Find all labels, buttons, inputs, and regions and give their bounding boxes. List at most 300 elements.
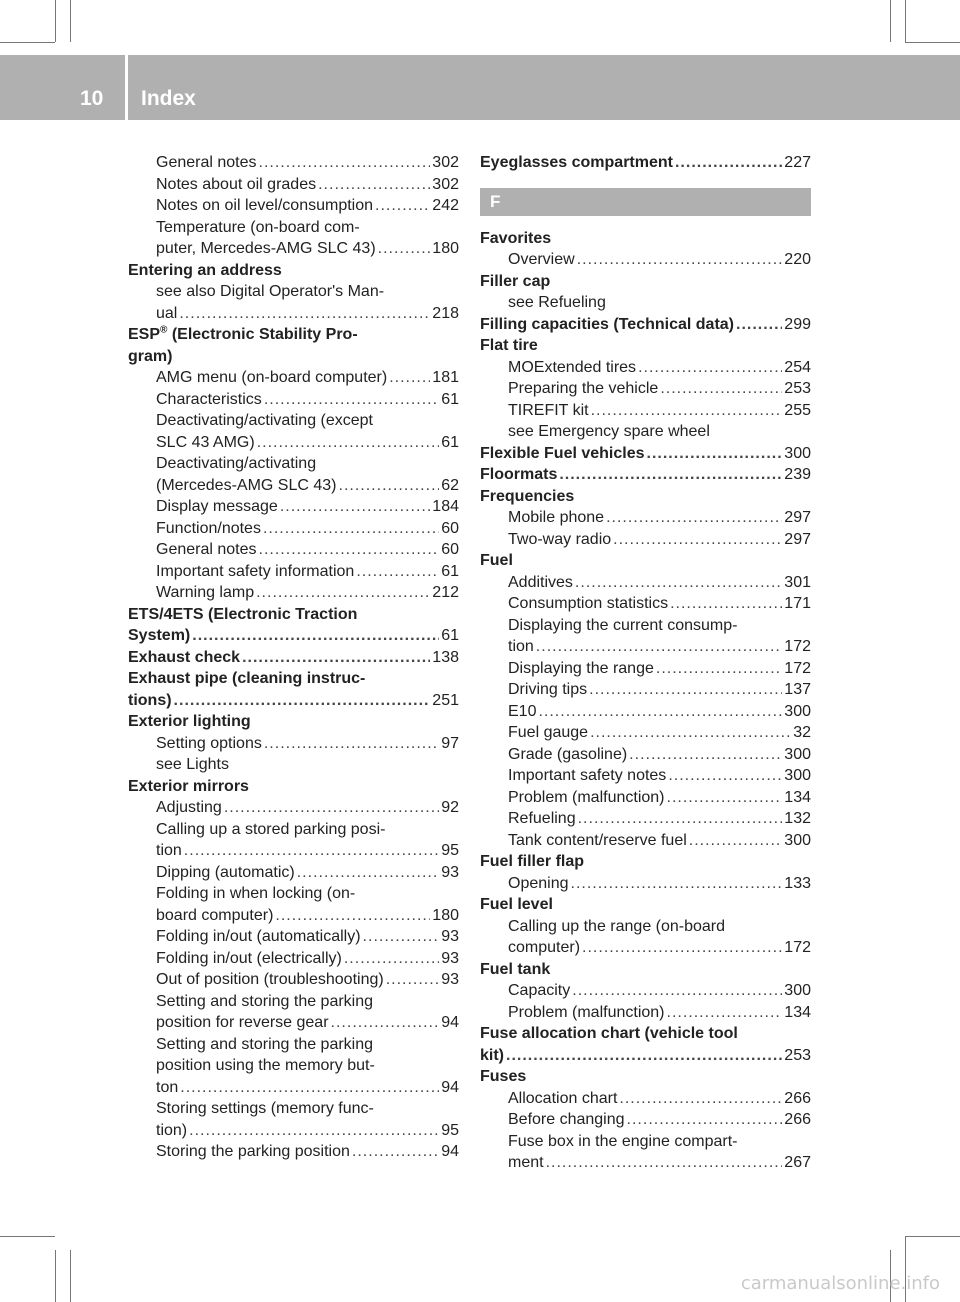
page-reference: 297 (784, 509, 811, 526)
index-entry (480, 1066, 811, 1088)
page-reference: 181 (432, 369, 459, 386)
page-reference: 60 (441, 541, 459, 558)
index-subentry (128, 1077, 459, 1099)
entry-text (156, 905, 273, 927)
index-subentry (128, 152, 459, 174)
entry-text (156, 195, 373, 217)
index-subentry (128, 862, 459, 884)
entry-text (508, 873, 569, 895)
index-subentry (128, 496, 459, 518)
index-subentry (128, 840, 459, 862)
index-subentry (128, 1141, 459, 1163)
leader-dots (356, 561, 439, 583)
leader-dots (667, 787, 783, 809)
entry-text (480, 1045, 504, 1067)
leader-dots (627, 1109, 783, 1131)
page-reference: 227 (784, 154, 811, 171)
entry-label: General notes (156, 154, 257, 171)
leader-dots (387, 819, 457, 841)
leader-dots (606, 507, 782, 529)
entry-label: ment (508, 1154, 544, 1171)
page-reference: 137 (784, 681, 811, 698)
entry-text (156, 238, 376, 260)
entry-label: Entering an address (128, 261, 282, 279)
entry-text (508, 787, 665, 809)
entry-label: MOExtended tires (508, 358, 637, 376)
entry-text (508, 378, 658, 400)
entry-text (508, 615, 737, 637)
entry-label: computer) (508, 939, 581, 956)
index-entry (480, 335, 811, 357)
entry-label: Flat tire (480, 337, 538, 354)
page-reference: 95 (441, 1121, 459, 1139)
entry-label: AMG menu (on-board computer) (156, 369, 388, 386)
leader-dots (280, 496, 430, 518)
page-reference: 297 (784, 530, 811, 548)
leader-dots (257, 432, 440, 454)
leader-dots (174, 690, 431, 712)
index-subentry (480, 507, 811, 529)
entry-text (480, 464, 557, 486)
entry-label: tions) (128, 691, 172, 709)
entry-label: Dipping (automatic) (156, 863, 295, 881)
index-subentry (480, 378, 811, 400)
index-subentry (128, 1098, 459, 1120)
entry-label: Characteristics (156, 390, 262, 408)
entry-label: board computer) (156, 906, 274, 924)
entry-text (508, 636, 534, 658)
entry-text (128, 776, 249, 798)
leader-dots (376, 1098, 457, 1120)
entry-text (480, 959, 550, 981)
index-entry (480, 959, 811, 981)
entry-label: Filling capacities (Technical data) (480, 315, 734, 333)
leader-dots (647, 443, 783, 465)
leader-dots (608, 292, 809, 314)
leader-dots (575, 572, 782, 594)
index-entry (128, 647, 459, 669)
entry-label: Folding in/out (electrically) (156, 949, 342, 967)
leader-dots (727, 916, 809, 938)
index-entry (128, 690, 459, 712)
page-reference: 239 (784, 466, 811, 483)
entry-text (156, 217, 360, 239)
leader-dots (386, 281, 457, 303)
page-reference: 94 (441, 1143, 459, 1160)
index-subentry (128, 281, 459, 303)
entry-label: ESP (128, 326, 161, 343)
entry-text (156, 819, 385, 841)
leader-dots (629, 744, 782, 766)
entry-label: Mobile phone (508, 509, 605, 526)
entry-label: Storing the parking position (156, 1143, 350, 1160)
entry-label: Storing settings (memory func- (156, 1100, 374, 1117)
leader-dots (590, 722, 791, 744)
entry-label: TIREFIT kit (508, 401, 589, 419)
entry-label-suffix: (Electronic Stability Pro- (167, 326, 358, 343)
page-reference: 138 (432, 648, 459, 666)
index-subentry (480, 292, 811, 314)
page-reference: 60 (441, 519, 459, 537)
crop-mark-bottom-left-v2 (70, 1250, 71, 1302)
leader-dots (359, 604, 457, 626)
index-subentry (128, 582, 459, 604)
entry-text (156, 539, 257, 561)
entry-text (480, 271, 550, 293)
page-reference: 300 (784, 767, 811, 784)
index-subentry (480, 916, 811, 938)
entry-text (156, 561, 354, 583)
leader-dots (540, 335, 809, 357)
index-entry (480, 550, 811, 572)
leader-dots (264, 733, 439, 755)
index-subentry (128, 948, 459, 970)
leader-dots (189, 1120, 439, 1142)
entry-label: Two-way radio (508, 530, 612, 548)
entry-text (128, 647, 240, 669)
index-subentry (128, 389, 459, 411)
index-subentry (128, 195, 459, 217)
index-subentry (480, 701, 811, 723)
entry-text (156, 281, 384, 303)
index-subentry (480, 1152, 811, 1174)
leader-dots (339, 475, 440, 497)
entry-text (508, 1109, 625, 1131)
entry-text (480, 152, 673, 174)
page-reference: 61 (441, 390, 459, 408)
leader-dots (712, 421, 809, 443)
page-reference: 97 (441, 734, 459, 752)
leader-dots (577, 249, 783, 271)
page-reference: 212 (432, 584, 459, 601)
leader-dots (670, 593, 782, 615)
leader-dots (344, 948, 439, 970)
index-subentry (480, 808, 811, 830)
page-reference: 254 (784, 358, 811, 376)
page-reference: 301 (784, 573, 811, 591)
entry-label: Exterior mirrors (128, 777, 249, 795)
entry-text (156, 453, 316, 475)
entry-text (128, 668, 365, 690)
entry-text (128, 260, 282, 282)
leader-dots (506, 1045, 782, 1067)
leader-dots (613, 529, 782, 551)
entry-text (156, 862, 295, 884)
entry-text (508, 679, 587, 701)
page-reference: 172 (784, 939, 811, 956)
page-reference: 132 (784, 810, 811, 827)
index-subentry (128, 1034, 459, 1056)
entry-label: Displaying the range (508, 659, 654, 677)
leader-dots (589, 679, 782, 701)
index-entry (480, 486, 811, 508)
entry-text (156, 840, 182, 862)
entry-label: see Emergency spare wheel (508, 423, 710, 440)
leader-dots (386, 969, 440, 991)
leader-dots (578, 808, 783, 830)
entry-text (508, 400, 589, 422)
entry-label: Fuel filler flap (480, 853, 585, 870)
entry-text (156, 1012, 329, 1034)
index-subentry (128, 303, 459, 325)
leader-dots (360, 324, 457, 346)
leader-dots (377, 1055, 457, 1077)
leader-dots (536, 636, 783, 658)
entry-text (508, 292, 606, 314)
entry-label: Overview (508, 251, 575, 268)
crop-mark-top-right-h (905, 42, 960, 43)
leader-dots (667, 1002, 783, 1024)
page-reference: 184 (432, 498, 459, 515)
entry-label: Fuel (480, 552, 513, 569)
entry-text (156, 1098, 374, 1120)
entry-text (128, 711, 251, 733)
entry-label: Deactivating/activating (except (156, 412, 373, 429)
entry-text (128, 690, 172, 712)
index-subentry (128, 1055, 459, 1077)
page-reference: 242 (432, 197, 459, 214)
index-subentry (128, 926, 459, 948)
entry-label: Flexible Fuel vehicles (480, 444, 645, 462)
leader-dots (559, 464, 782, 486)
entry-label: ual (156, 304, 178, 322)
index-entry (128, 668, 459, 690)
entry-text (156, 1141, 350, 1163)
index-entry (128, 346, 459, 368)
index-subentry (128, 432, 459, 454)
entry-label: Notes about oil grades (156, 175, 317, 193)
entry-label: Setting and storing the parking (156, 1035, 374, 1053)
leader-dots (259, 539, 440, 561)
entry-label: Setting and storing the parking (156, 992, 374, 1010)
leader-dots (184, 840, 439, 862)
entry-label: kit) (480, 1046, 504, 1064)
page-reference: 61 (441, 627, 459, 644)
page-reference: 302 (432, 175, 459, 193)
index-subentry (128, 561, 459, 583)
index-subentry (480, 249, 811, 271)
leader-dots (668, 765, 782, 787)
index-subentry (480, 873, 811, 895)
leader-dots (297, 862, 439, 884)
page-number: 10 (80, 87, 104, 110)
index-entry (480, 314, 811, 336)
entry-text (156, 389, 262, 411)
entry-text (156, 496, 278, 518)
page-reference: 266 (784, 1089, 811, 1107)
entry-label: Problem (malfunction) (508, 1003, 665, 1021)
leader-dots (736, 314, 782, 336)
entry-text (508, 916, 725, 938)
index-subentry (480, 658, 811, 680)
index-entry (128, 324, 459, 346)
entry-label: see Lights (156, 756, 229, 773)
entry-label: see Refueling (508, 294, 606, 311)
leader-dots (251, 776, 457, 798)
index-subentry (480, 615, 811, 637)
entry-text (156, 969, 384, 991)
entry-text (156, 1034, 373, 1056)
index-entry (128, 776, 459, 798)
page-reference: 299 (784, 315, 811, 333)
entry-text (508, 701, 536, 723)
entry-text (156, 991, 373, 1013)
entry-label: Important safety information (156, 562, 355, 580)
entry-label: Frequencies (480, 487, 575, 505)
index-subentry (480, 679, 811, 701)
page-reference: 255 (784, 401, 811, 419)
index-subentry (480, 1088, 811, 1110)
entry-text (508, 808, 576, 830)
entry-text (128, 625, 190, 647)
entry-label: Fuel tank (480, 960, 551, 978)
leader-dots (572, 980, 782, 1002)
entry-text (508, 529, 611, 551)
entry-label: position for reverse gear (156, 1014, 329, 1031)
entry-text (508, 1131, 737, 1153)
entry-label: Grade (gasoline) (508, 745, 628, 763)
index-subentry (480, 980, 811, 1002)
entry-label: Deactivating/activating (156, 455, 317, 472)
leader-dots (638, 357, 782, 379)
index-subentry (480, 744, 811, 766)
index-subentry (128, 475, 459, 497)
page-reference: 92 (441, 799, 459, 816)
entry-label: Problem (malfunction) (508, 788, 665, 806)
page-reference: 93 (441, 928, 459, 945)
index-subentry (480, 722, 811, 744)
entry-text (508, 1088, 617, 1110)
entry-text (156, 1120, 187, 1142)
leader-dots (174, 346, 457, 368)
leader-dots (675, 152, 782, 174)
index-entry (480, 1045, 811, 1067)
index-subentry (480, 1131, 811, 1153)
index-entry (480, 851, 811, 873)
page-title: Index (141, 87, 196, 110)
page-reference: 300 (784, 702, 811, 720)
entry-label: Tank content/reserve fuel (508, 831, 687, 849)
entry-label: Out of position (troubleshooting) (156, 971, 384, 988)
entry-label: Eyeglasses compartment (480, 154, 673, 171)
watermark: carmanualsonline.info (740, 1273, 940, 1294)
crop-mark-bottom-right-h (905, 1236, 960, 1237)
page-reference: 251 (432, 691, 459, 709)
index-subentry (480, 937, 811, 959)
entry-label: Refueling (508, 810, 576, 827)
entry-text (480, 314, 734, 336)
page-reference: 172 (784, 638, 811, 655)
leader-dots (740, 1023, 809, 1045)
page-reference: 253 (784, 380, 811, 397)
page-reference: 300 (784, 444, 811, 462)
entry-text (156, 152, 257, 174)
index-subentry (128, 905, 459, 927)
leader-dots (264, 389, 439, 411)
entry-label: (Mercedes-AMG SLC 43) (156, 476, 337, 494)
entry-label: Adjusting (156, 799, 222, 816)
entry-text (156, 883, 355, 905)
index-subentry (128, 754, 459, 776)
leader-dots (263, 518, 439, 540)
entry-text (480, 443, 645, 465)
leader-dots (389, 367, 430, 389)
entry-text (156, 174, 316, 196)
crop-mark-top-left-v2 (70, 0, 71, 42)
entry-label: Exhaust pipe (cleaning instruc- (128, 670, 366, 687)
index-subentry (480, 787, 811, 809)
index-entry (128, 260, 459, 282)
leader-dots (739, 1131, 809, 1153)
page-reference: 172 (784, 659, 811, 677)
page-reference: 253 (784, 1046, 811, 1064)
entry-text (480, 1023, 738, 1045)
entry-text (508, 744, 627, 766)
entry-text (508, 658, 654, 680)
page-reference: 93 (441, 949, 459, 967)
entry-text (156, 797, 222, 819)
registered-mark: ® (160, 324, 168, 336)
page-reference: 267 (784, 1154, 811, 1171)
index-entry (480, 443, 811, 465)
entry-text (128, 346, 172, 368)
entry-text (508, 507, 604, 529)
leader-dots (378, 238, 431, 260)
leader-dots (739, 615, 809, 637)
index-subentry (128, 883, 459, 905)
index-subentry (128, 238, 459, 260)
index-subentry (480, 1002, 811, 1024)
entry-label: Display message (156, 498, 278, 515)
leader-dots (553, 228, 809, 250)
page-reference: 62 (441, 476, 459, 494)
entry-text (156, 367, 387, 389)
leader-dots (515, 550, 809, 572)
page-reference: 94 (441, 1014, 459, 1031)
entry-text (156, 948, 342, 970)
page-reference: 61 (441, 433, 459, 451)
page-reference: 134 (784, 1003, 811, 1021)
entry-label: Floormats (480, 466, 558, 483)
entry-label: Fuses (480, 1068, 527, 1085)
page-reference: 300 (784, 831, 811, 849)
index-subentry (128, 174, 459, 196)
page-reference: 220 (784, 251, 811, 268)
entry-label: General notes (156, 541, 257, 558)
page-reference: 218 (432, 304, 459, 322)
entry-label: Fuel gauge (508, 724, 589, 741)
index-subentry (128, 410, 459, 432)
entry-text (508, 357, 636, 379)
index-entry (128, 604, 459, 626)
entry-text (508, 572, 573, 594)
leader-dots (318, 453, 457, 475)
index-subentry (480, 1109, 811, 1131)
entry-label: Setting options (156, 734, 262, 752)
index-entry (128, 711, 459, 733)
entry-label: Driving tips (508, 681, 588, 698)
leader-dots (179, 303, 430, 325)
entry-label: Fuel level (480, 896, 553, 913)
entry-label: Calling up the range (on-board (508, 917, 726, 935)
entry-label: position using the memory but- (156, 1057, 375, 1074)
entry-text (156, 926, 361, 948)
page-reference: 95 (441, 842, 459, 859)
leader-dots (357, 883, 457, 905)
entry-text (480, 486, 574, 508)
page-reference: 300 (784, 982, 811, 999)
entry-label: Function/notes (156, 519, 261, 537)
